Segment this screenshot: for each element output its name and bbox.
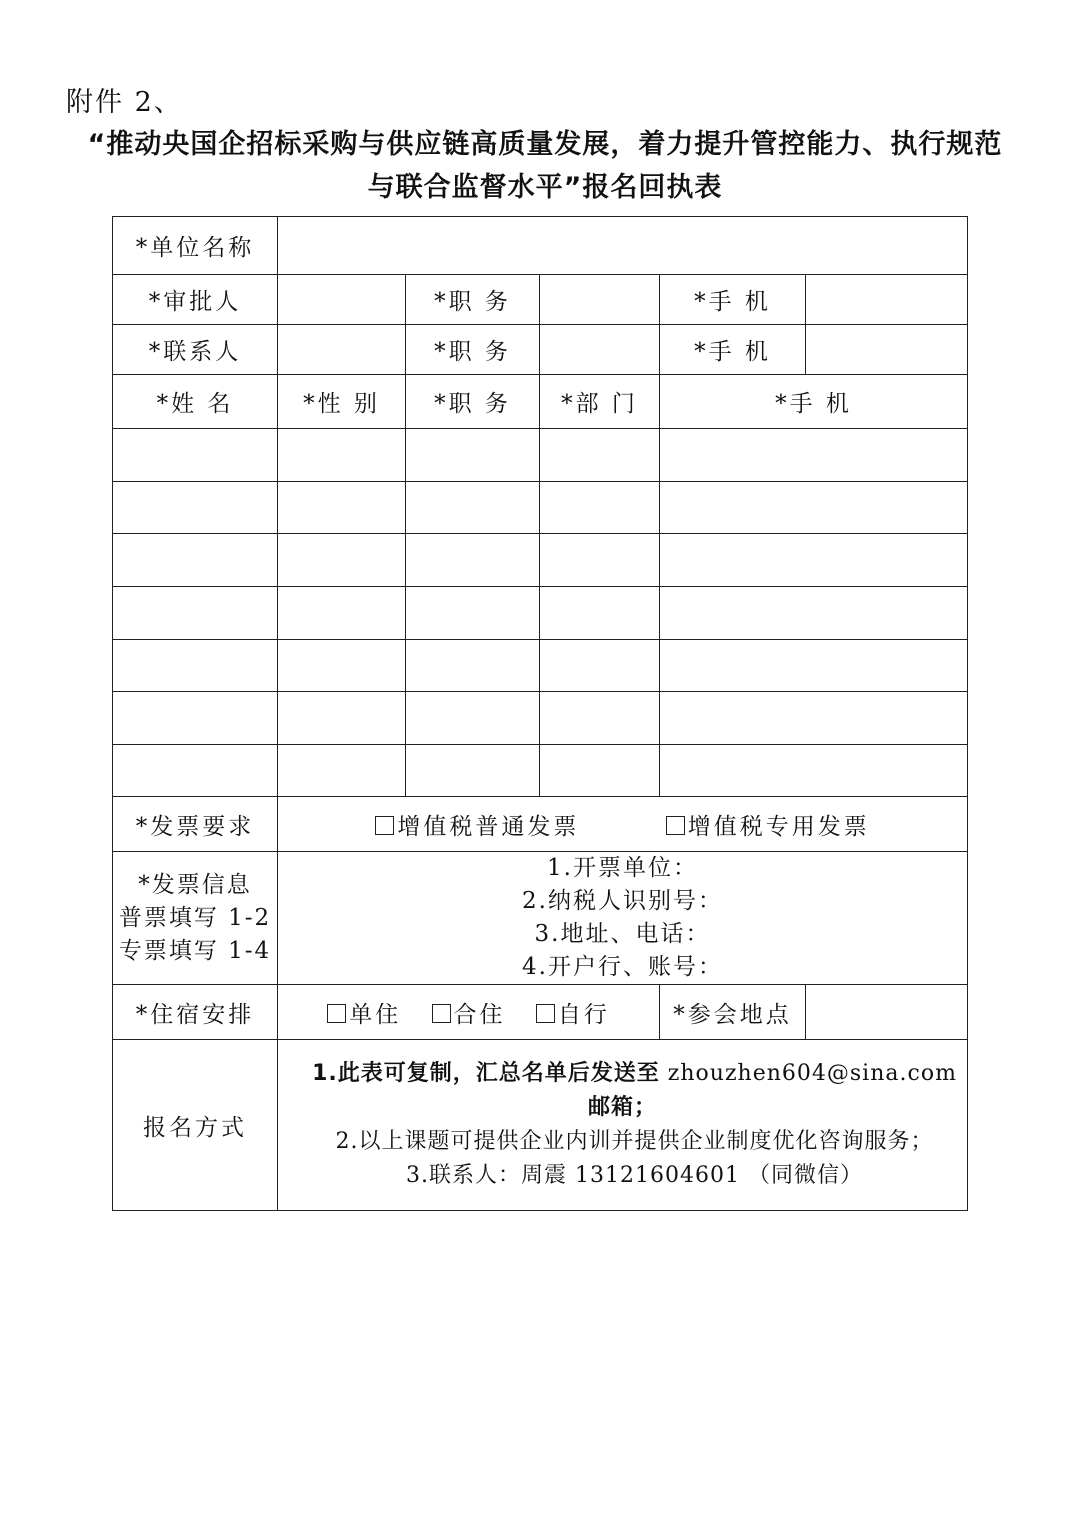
unit-name-field[interactable] [278, 217, 968, 275]
header-name: *姓 名 [113, 375, 278, 429]
form-title-line-1: “推动央国企招标采购与供应链高质量发展，着力提升管控能力、执行规范 [87, 129, 1003, 160]
contact-mobile-label: *手 机 [660, 325, 806, 375]
form-title-line-2: 与联合监督水平”报名回执表 [367, 172, 723, 203]
approver-position-field[interactable] [540, 275, 660, 325]
registration-method-content [278, 1040, 968, 1211]
attendee-row [113, 640, 968, 692]
lodging-option-shared[interactable]: 合住 [432, 996, 506, 1029]
lodging-label: *住宿安排 [113, 985, 278, 1040]
attendee-row [113, 745, 968, 797]
invoice-info-line: 1.开票单位： [547, 855, 698, 881]
checkbox-icon[interactable] [375, 816, 394, 835]
venue-label: *参会地点 [660, 985, 806, 1040]
invoice-info-line: 4.开户行、账号： [522, 954, 723, 980]
invoice-info-label: *发票信息 普票填写 1-2 专票填写 1-4 [113, 852, 278, 985]
lodging-option-single[interactable]: 单住 [327, 996, 401, 1029]
invoice-info-line: 3.地址、电话： [534, 921, 711, 947]
unit-name-label: *单位名称 [113, 217, 278, 275]
approver-label: *审批人 [113, 275, 278, 325]
registration-method-label: 报名方式 [113, 1040, 278, 1211]
approver-mobile-field[interactable] [806, 275, 968, 325]
invoice-requirement-label: *发票要求 [113, 797, 278, 852]
attendee-row [113, 692, 968, 745]
header-department: *部 门 [540, 375, 660, 429]
approver-field[interactable] [278, 275, 406, 325]
method-line-1-tail: 邮箱； [588, 1095, 658, 1120]
contact-field[interactable] [278, 325, 406, 375]
method-line-3: 3.联系人：周震 13121604601 （同微信） [406, 1163, 863, 1188]
invoice-option-normal[interactable]: 增值税普通发票 [375, 808, 579, 841]
attendee-row [113, 534, 968, 587]
checkbox-icon[interactable] [327, 1004, 346, 1023]
lodging-option-self[interactable]: 自行 [536, 996, 610, 1029]
invoice-type-options [278, 797, 968, 852]
method-line-1: 1.此表可复制，汇总名单后发送至 [312, 1061, 660, 1086]
invoice-info-line: 2.纳税人识别号： [522, 888, 723, 914]
approver-position-label: *职 务 [406, 275, 540, 325]
header-mobile: *手 机 [660, 375, 968, 429]
contact-position-label: *职 务 [406, 325, 540, 375]
method-line-2: 2.以上课题可提供企业内训并提供企业制度优化咨询服务； [335, 1129, 934, 1154]
approver-mobile-label: *手 机 [660, 275, 806, 325]
contact-position-field[interactable] [540, 325, 660, 375]
attendee-row [113, 587, 968, 640]
registration-form-table [112, 216, 968, 1211]
invoice-option-special[interactable]: 增值税专用发票 [666, 808, 870, 841]
checkbox-icon[interactable] [666, 816, 685, 835]
attendee-row [113, 429, 968, 482]
header-position: *职 务 [406, 375, 540, 429]
attachment-label: 附件 2、 [66, 87, 183, 118]
lodging-options [278, 985, 660, 1040]
contact-label: *联系人 [113, 325, 278, 375]
contact-mobile-field[interactable] [806, 325, 968, 375]
venue-field[interactable] [806, 985, 968, 1040]
checkbox-icon[interactable] [432, 1004, 451, 1023]
invoice-info-fields[interactable] [278, 852, 968, 985]
attendee-row [113, 482, 968, 534]
checkbox-icon[interactable] [536, 1004, 555, 1023]
header-gender: *性 别 [278, 375, 406, 429]
contact-email[interactable]: zhouzhen604@sina.com [667, 1061, 957, 1086]
